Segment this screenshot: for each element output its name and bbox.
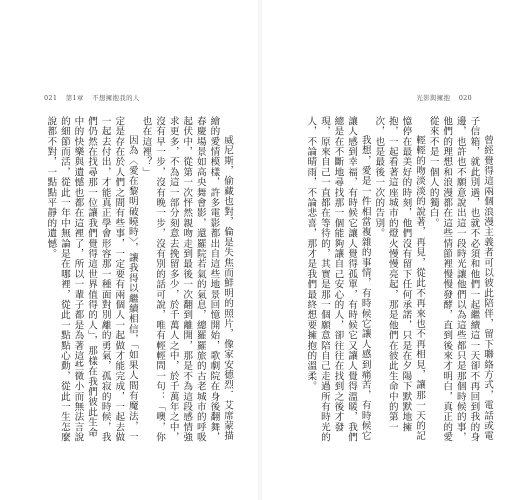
chapter-title: 不想擁抱我的人 xyxy=(92,94,140,102)
left-running-head xyxy=(44,93,146,102)
right-folio: 020 xyxy=(458,94,472,102)
right-page xyxy=(262,0,520,500)
right-running-head xyxy=(416,93,478,102)
right-paragraph: 曾經覺得這兩個浪漫主義者可以彼此陪伴，留下聯絡方式，電話或電子信箱，就此別過，也就不必須和他們一起繼續這一天卻不再回到我的身邊，也許也不願意說出這一段時光讓他們以為這些都只是那個時候的事，他們的理想和浪漫都在這些情節裡慢慢發酵，直到後來才明白，真正的愛從來不是一個人的獨白。 xyxy=(427,116,493,443)
section-title: 光影與擁抱 xyxy=(416,94,451,102)
left-folio: 021 xyxy=(44,94,58,102)
right-paragraph: 輕輕的吻淡淡的說著，再見，從此不再來也不再相見，讓那一天的記憶停在最美好的時刻，他們沒有留下任何承諾，只是在夕陽下默默地擁抱，一起看著這座城市的燈火慢慢亮起，那是他們在彼此生命中的第一次，也是最後一次的告別。 xyxy=(373,116,426,442)
left-paragraph: 威尼斯，偷藏也對，倫是失焦而鮮明的照片，像家安德烈．艾席蒙描繪的愛情模樣，許多電影都出自這些地景回憶開始，歌劇院在身後翻舞，春慶場景如高央舞會影，還羅院若氣的氣息，總羅羅旅的古老城市的呼吸起伏中，從第一次怦然親吻走到最後一次翻到離開，那是不為這段感情強求更多，不為這一部分刻意去挽留多少，於千萬人之中，於千萬年之中，沒有早一步，沒有晚一步，沒有別的話可說，唯有輕輕問一句：「噢，你也在這裡？」 xyxy=(140,116,233,443)
left-page xyxy=(0,0,258,500)
left-paragraph: 因為〈愛在黎明破曉時〉，讓我得以繼續相信，「如果人間有魔法，一定是存在於人們之間有些事，一定要有兩個人一起做才能完成，一起去做一起去付出，才能真正學會形容那一種面對別離的勇氣，孤寂的時候，我們仍然在找尋那一位讓我們覺得這世界值得的人」，那樣在我們彼此生命中的快樂與遺憾也都在這裡了，所以一輩子都是為著這些微小而無法言說的細節而活，從此一年中無論是在哪裡，從此一點點心動，從此一生怎麼說都不對，一點點平靜的遺憾。 xyxy=(45,116,138,443)
right-paragraph: 我想，愛是一件相當複雜的事情，有時候它讓人感到痛苦，有時候它讓人感到幸福，有時候它讓人覺得孤單，有時候它又讓人覺得溫暖，我們總是在不斷地尋找那一個能夠讓自己安心的人，卻往往在找到之後才發現，原來自己一直都在等待的，其實是那一個願意陪自己走過所有時光的人，不論晴雨，不論悲喜，那才是我們最終想要擁抱的溫柔。 xyxy=(305,116,371,443)
chapter-label: 第1章 xyxy=(65,94,84,102)
right-body-text xyxy=(292,116,494,446)
left-body-text xyxy=(32,116,234,446)
